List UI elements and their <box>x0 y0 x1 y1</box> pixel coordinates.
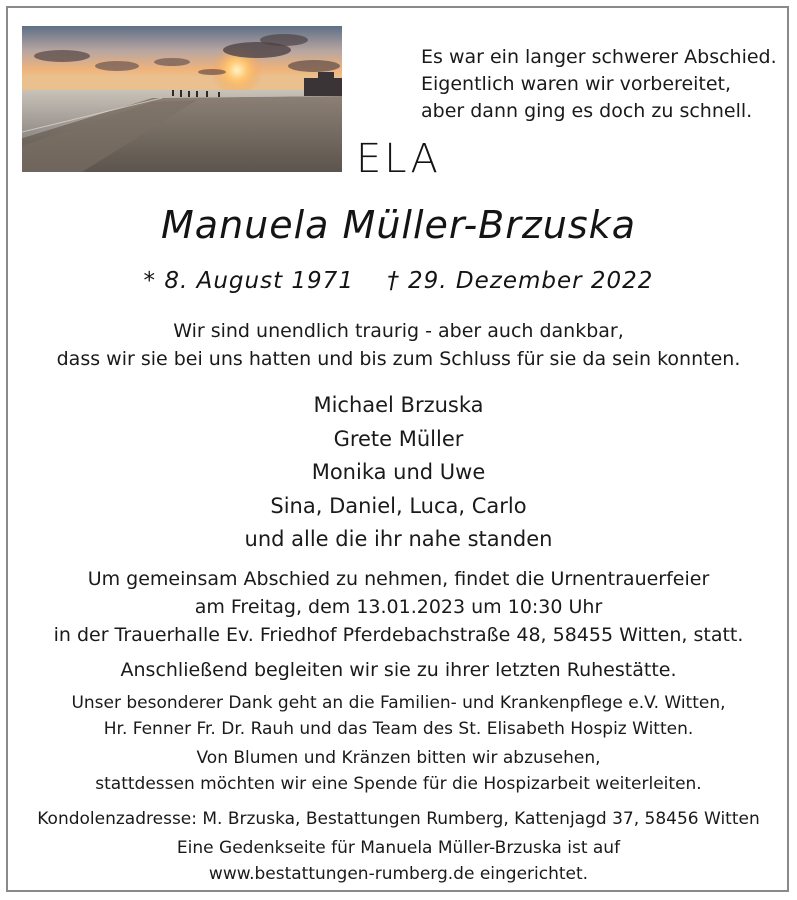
memorial-link[interactable]: www.bestattungen-rumberg.de eingerichtet. <box>208 864 589 884</box>
ceremony-line: Um gemeinsam Abschied zu nehmen, findet die Urnentrauerfeier <box>87 568 710 590</box>
mourner-name: Michael Brzuska <box>313 393 484 417</box>
thanks-line: Hr. Fenner Fr. Dr. Rauh und das Team des St. Elisabeth Hospiz Witten. <box>103 719 694 739</box>
thanks-text <box>0 690 797 742</box>
flowers-note <box>0 745 797 797</box>
intro-line: dass wir sie bei uns hatten und bis zum Schluss für sie da sein konnten. <box>56 348 741 370</box>
address-line: Kondolenzadresse: M. Brzuska, Bestattungen Rumberg, Kattenjagd 37, 58456 Witten <box>37 809 760 829</box>
mourner-name: Grete Müller <box>333 426 464 451</box>
burial-info <box>0 656 797 684</box>
mourner-name: Sina, Daniel, Luca, Carlo <box>270 493 527 518</box>
nickname: ELA <box>356 136 441 182</box>
life-dates <box>0 268 797 294</box>
quote-line: aber dann ging es doch zu schnell. <box>421 100 753 122</box>
flowers-line: Von Blumen und Kränzen bitten wir abzusehen, <box>196 748 601 768</box>
quote-line: Es war ein langer schwerer Abschied. <box>421 46 777 68</box>
intro-line: Wir sind unendlich traurig - aber auch dankbar, <box>173 320 624 342</box>
ceremony-info <box>0 565 797 649</box>
ceremony-line: am Freitag, dem 13.01.2023 um 10:30 Uhr <box>194 596 603 618</box>
ceremony-line: in der Trauerhalle Ev. Friedhof Pferdebachstraße 48, 58455 Witten, statt. <box>53 624 744 646</box>
thanks-line: Unser besonderer Dank geht an die Familien- und Krankenpflege e.V. Witten, <box>71 693 726 713</box>
opening-quote <box>421 44 781 125</box>
intro-text <box>0 317 797 373</box>
deceased-full-name: Manuela Müller-Brzuska <box>161 203 636 247</box>
death-date: † 29. Dezember 2022 <box>387 268 654 294</box>
memorial-page-note <box>0 835 797 887</box>
mourners-list <box>0 389 797 557</box>
flowers-line: stattdessen möchten wir eine Spende für die Hospizarbeit weiterleiten. <box>95 774 702 794</box>
mourner-name: Monika und Uwe <box>311 460 486 484</box>
mourner-name: und alle die ihr nahe standen <box>244 527 553 551</box>
birth-date: * 8. August 1971 <box>143 268 354 294</box>
memorial-line: Eine Gedenkseite für Manuela Müller-Brzuska ist auf <box>176 838 621 858</box>
quote-line: Eigentlich waren wir vorbereitet, <box>421 73 732 95</box>
beach-sunset-photo <box>22 26 342 172</box>
condolence-address <box>0 806 797 832</box>
burial-line: Anschließend begleiten wir sie zu ihrer letzten Ruhestätte. <box>120 659 677 681</box>
